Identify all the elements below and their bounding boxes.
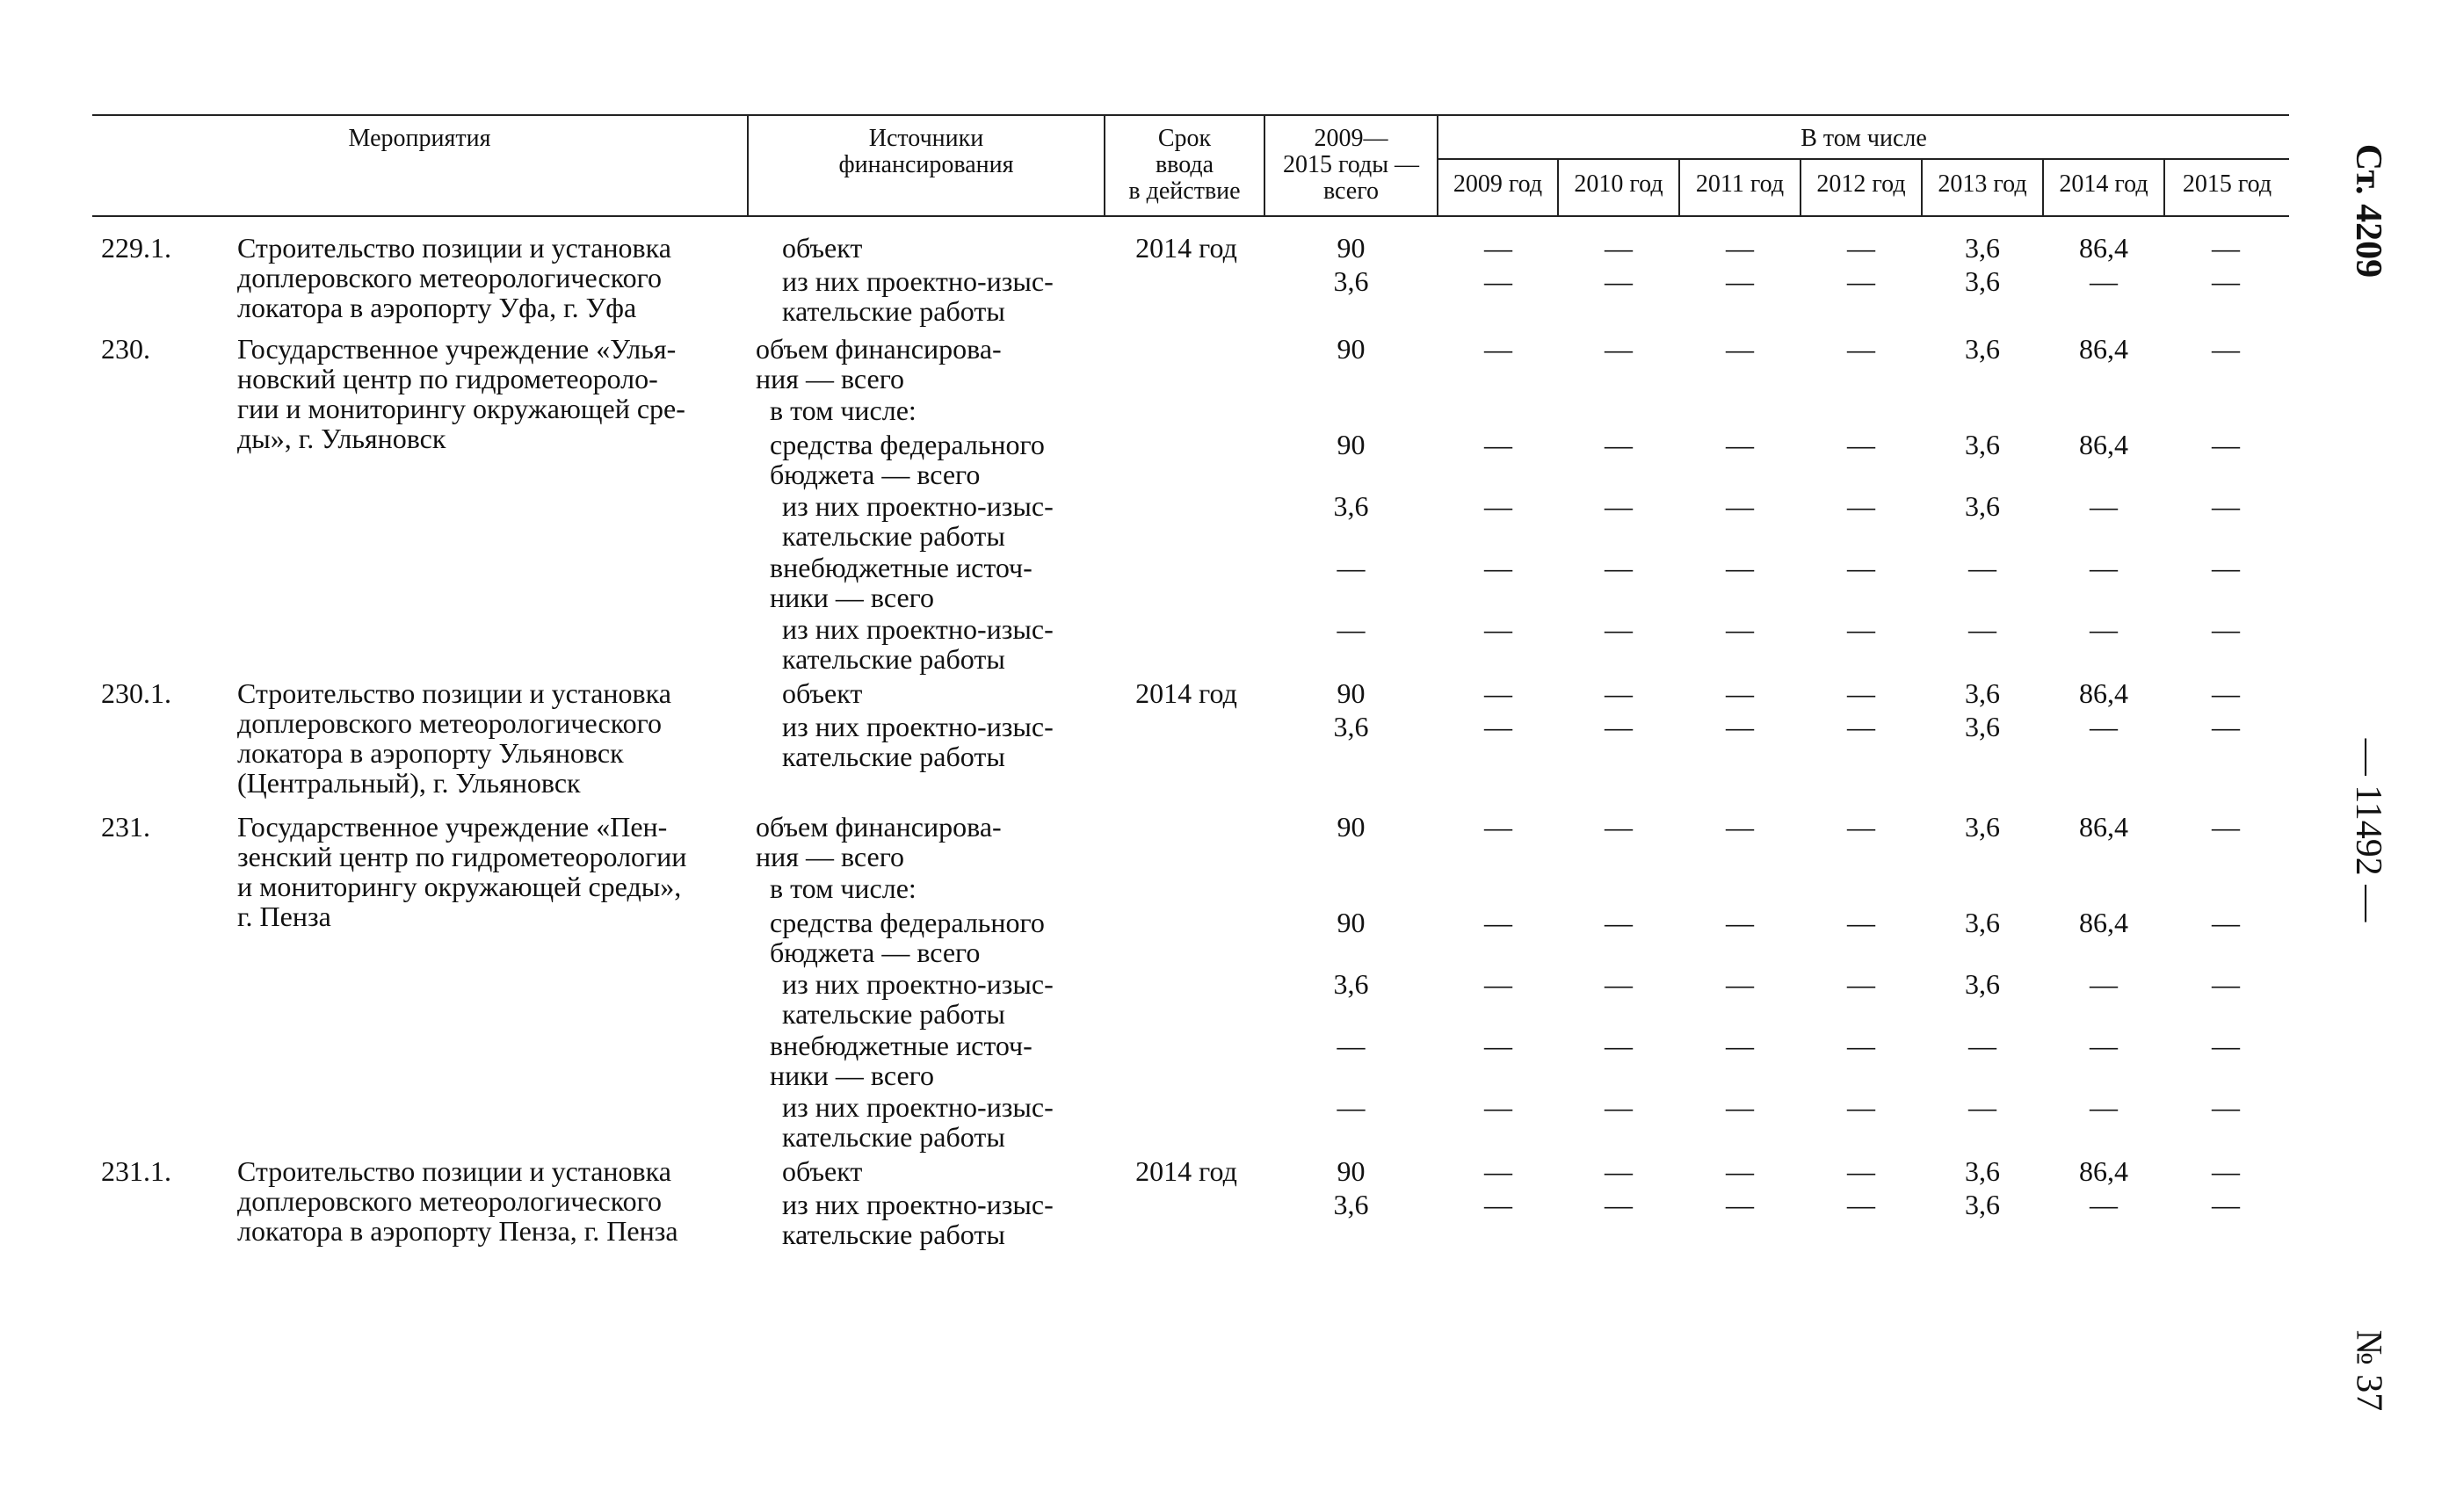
- year-value: —: [2212, 490, 2240, 522]
- year-value: 86,4: [2079, 811, 2128, 843]
- funding-source: объект: [782, 1155, 863, 1187]
- measure-description: Государственное учреждение «Улья- новский центр по гидрометеороло- гии и мониторингу окружающей сре- ды», г. Ульяновск: [237, 333, 685, 454]
- year-value: —: [1847, 968, 1875, 1000]
- year-value: —: [1847, 1091, 1875, 1123]
- year-value: —: [1484, 1189, 1512, 1220]
- year-value: —: [1726, 811, 1754, 843]
- year-value: —: [2212, 265, 2240, 297]
- year-value: —: [1605, 711, 1633, 742]
- year-value: —: [2090, 265, 2118, 297]
- total-value: 90: [1337, 811, 1366, 843]
- funding-source: из них проектно-изыс- кательские работы: [782, 711, 1054, 772]
- year-value: —: [1726, 1091, 1754, 1123]
- header-year: 2014 год: [2059, 170, 2148, 198]
- funding-source: объем финансирова- ния — всего: [756, 811, 1002, 872]
- funding-source: из них проектно-изыс- кательские работы: [782, 613, 1054, 675]
- year-value: 86,4: [2079, 232, 2128, 264]
- year-value: —: [1605, 265, 1633, 297]
- side-issue: [2320, 1322, 2416, 1419]
- funding-source: объект: [782, 677, 863, 709]
- year-value: —: [1726, 232, 1754, 264]
- total-value: —: [1337, 1030, 1366, 1061]
- measure-description: Строительство позиции и установка доплеровского метеорологического локатора в аэропорту Пенза, г. Пенза: [237, 1155, 678, 1247]
- year-value: —: [1484, 1091, 1512, 1123]
- year-value: 86,4: [2079, 1155, 2128, 1187]
- funding-source: средства федерального бюджета — всего: [770, 429, 1045, 490]
- year-value: —: [1605, 552, 1633, 583]
- year-value: —: [2212, 429, 2240, 460]
- year-value: —: [1605, 907, 1633, 938]
- year-value: —: [1484, 1155, 1512, 1187]
- year-value: 86,4: [2079, 677, 2128, 709]
- year-value: —: [1847, 1030, 1875, 1061]
- year-value: —: [1726, 552, 1754, 583]
- header-including: В том числе: [1801, 125, 1927, 152]
- total-value: 90: [1337, 907, 1366, 938]
- year-value: —: [1847, 552, 1875, 583]
- funding-source: из них проектно-изыс- кательские работы: [782, 265, 1054, 327]
- year-value: 3,6: [1965, 333, 2000, 365]
- years-subheader-rule: [1437, 158, 2289, 160]
- total-value: 90: [1337, 677, 1366, 709]
- side-article: [2320, 143, 2416, 279]
- year-value: —: [1847, 429, 1875, 460]
- header-measures: Мероприятия: [348, 125, 491, 152]
- year-value: —: [1484, 677, 1512, 709]
- header-total: 2009— 2015 годы — всего: [1282, 125, 1420, 205]
- year-value: —: [1847, 811, 1875, 843]
- year-value: —: [2090, 968, 2118, 1000]
- year-value: —: [2212, 1091, 2240, 1123]
- year-value: —: [1484, 490, 1512, 522]
- year-value: —: [1726, 333, 1754, 365]
- year-value: —: [1484, 265, 1512, 297]
- year-value: —: [1605, 1189, 1633, 1220]
- year-value: —: [1484, 968, 1512, 1000]
- year-value: —: [1605, 677, 1633, 709]
- page-number: — 11492 —: [2348, 738, 2389, 922]
- year-value: —: [2212, 1189, 2240, 1220]
- year-value: —: [2090, 711, 2118, 742]
- row-number: 230.: [101, 333, 150, 365]
- total-value: —: [1337, 1091, 1366, 1123]
- header-year: 2015 год: [2182, 170, 2272, 198]
- year-value: —: [2212, 677, 2240, 709]
- year-value: —: [2090, 490, 2118, 522]
- year-value: 3,6: [1965, 711, 2000, 742]
- year-value: —: [1484, 711, 1512, 742]
- year-value: —: [2090, 613, 2118, 645]
- funding-source: внебюджетные источ- ники — всего: [770, 552, 1032, 613]
- year-value: —: [1484, 811, 1512, 843]
- total-value: 3,6: [1333, 265, 1369, 297]
- funding-source: из них проектно-изыс- кательские работы: [782, 490, 1054, 552]
- year-value: —: [1968, 613, 1996, 645]
- year-value: —: [1847, 490, 1875, 522]
- commissioning-term: 2014 год: [1135, 1155, 1237, 1187]
- header-year: 2009 год: [1453, 170, 1543, 198]
- total-value: 3,6: [1333, 490, 1369, 522]
- funding-source: из них проектно-изыс- кательские работы: [782, 1091, 1054, 1153]
- year-value: —: [1726, 490, 1754, 522]
- year-value: —: [1605, 968, 1633, 1000]
- year-value: —: [1484, 429, 1512, 460]
- year-value: —: [1968, 1091, 1996, 1123]
- commissioning-term: 2014 год: [1135, 677, 1237, 709]
- year-value: —: [1484, 333, 1512, 365]
- funding-source: в том числе:: [770, 872, 917, 904]
- year-value: —: [1968, 1030, 1996, 1061]
- year-value: 86,4: [2079, 333, 2128, 365]
- total-value: 90: [1337, 429, 1366, 460]
- year-value: —: [1605, 333, 1633, 365]
- year-value: —: [1726, 429, 1754, 460]
- year-value: —: [2090, 1030, 2118, 1061]
- total-value: —: [1337, 552, 1366, 583]
- year-value: —: [1847, 677, 1875, 709]
- year-value: 3,6: [1965, 429, 2000, 460]
- funding-source: объект: [782, 232, 863, 264]
- year-value: —: [1726, 968, 1754, 1000]
- row-number: 231.1.: [101, 1155, 171, 1187]
- year-value: 86,4: [2079, 907, 2128, 938]
- year-value: —: [2212, 968, 2240, 1000]
- total-value: —: [1337, 613, 1366, 645]
- year-value: —: [1726, 1155, 1754, 1187]
- side-page-number: [2320, 738, 2416, 922]
- header-year: 2010 год: [1574, 170, 1663, 198]
- header-year: 2011 год: [1695, 170, 1785, 198]
- year-value: —: [1484, 907, 1512, 938]
- year-value: —: [2212, 333, 2240, 365]
- total-value: 90: [1337, 333, 1366, 365]
- funding-source: из них проектно-изыс- кательские работы: [782, 1189, 1054, 1250]
- year-value: —: [1847, 613, 1875, 645]
- year-value: —: [2090, 1091, 2118, 1123]
- header-year: 2012 год: [1816, 170, 1906, 198]
- total-value: 3,6: [1333, 1189, 1369, 1220]
- year-value: —: [2212, 907, 2240, 938]
- year-value: —: [1847, 1189, 1875, 1220]
- commissioning-term: 2014 год: [1135, 232, 1237, 264]
- table-top-rule: [92, 114, 2289, 116]
- row-number: 229.1.: [101, 232, 171, 264]
- year-value: 3,6: [1965, 811, 2000, 843]
- year-value: —: [1847, 265, 1875, 297]
- year-value: 3,6: [1965, 1155, 2000, 1187]
- year-value: —: [1605, 1091, 1633, 1123]
- row-number: 231.: [101, 811, 150, 843]
- year-value: —: [1605, 429, 1633, 460]
- year-value: —: [2090, 552, 2118, 583]
- year-value: —: [1605, 490, 1633, 522]
- year-value: —: [1605, 232, 1633, 264]
- funding-source: средства федерального бюджета — всего: [770, 907, 1045, 968]
- year-value: —: [1847, 232, 1875, 264]
- total-value: 3,6: [1333, 711, 1369, 742]
- year-value: —: [1605, 1155, 1633, 1187]
- year-value: 3,6: [1965, 490, 2000, 522]
- year-value: —: [2212, 811, 2240, 843]
- year-value: 86,4: [2079, 429, 2128, 460]
- year-value: —: [2212, 552, 2240, 583]
- year-value: —: [1726, 1189, 1754, 1220]
- year-value: —: [1847, 1155, 1875, 1187]
- year-value: —: [1726, 711, 1754, 742]
- year-value: 3,6: [1965, 907, 2000, 938]
- year-value: —: [2212, 613, 2240, 645]
- year-value: 3,6: [1965, 968, 2000, 1000]
- year-value: 3,6: [1965, 265, 2000, 297]
- header-term: Срок ввода в действие: [1128, 125, 1241, 205]
- year-value: 3,6: [1965, 232, 2000, 264]
- total-value: 90: [1337, 1155, 1366, 1187]
- header-year: 2013 год: [1938, 170, 2027, 198]
- year-value: —: [1847, 907, 1875, 938]
- year-value: —: [1726, 265, 1754, 297]
- year-value: —: [1726, 1030, 1754, 1061]
- measure-description: Строительство позиции и установка доплеровского метеорологического локатора в аэропорту Ульяновск (Центральный), г. Ульяновск: [237, 677, 671, 799]
- year-value: —: [1726, 677, 1754, 709]
- year-value: —: [1484, 232, 1512, 264]
- issue-number: № 37: [2347, 1329, 2388, 1412]
- year-value: —: [1605, 811, 1633, 843]
- year-value: —: [2212, 711, 2240, 742]
- total-value: 3,6: [1333, 968, 1369, 1000]
- year-value: —: [1605, 1030, 1633, 1061]
- year-value: —: [2212, 1155, 2240, 1187]
- year-value: —: [1605, 613, 1633, 645]
- year-value: —: [1726, 907, 1754, 938]
- year-value: —: [1484, 613, 1512, 645]
- funding-source: объем финансирова- ния — всего: [756, 333, 1002, 394]
- year-value: —: [2090, 1189, 2118, 1220]
- funding-source: из них проектно-изыс- кательские работы: [782, 968, 1054, 1030]
- row-number: 230.1.: [101, 677, 171, 709]
- year-value: —: [2212, 1030, 2240, 1061]
- measure-description: Строительство позиции и установка доплеровского метеорологического локатора в аэропорту Уфа, г. Уфа: [237, 232, 671, 323]
- year-value: —: [1484, 552, 1512, 583]
- funding-source: в том числе:: [770, 394, 917, 426]
- funding-source: внебюджетные источ- ники — всего: [770, 1030, 1032, 1091]
- year-value: —: [1726, 613, 1754, 645]
- article-number: Ст. 4209: [2348, 143, 2388, 279]
- measure-description: Государственное учреждение «Пен- зенский центр по гидрометеорологии и мониторингу окружающей среды», г. Пенза: [237, 811, 687, 932]
- total-value: 90: [1337, 232, 1366, 264]
- table-header-bottom-rule: [92, 215, 2289, 217]
- year-value: 3,6: [1965, 1189, 2000, 1220]
- year-value: —: [1847, 711, 1875, 742]
- year-value: —: [1847, 333, 1875, 365]
- year-value: —: [1968, 552, 1996, 583]
- year-value: 3,6: [1965, 677, 2000, 709]
- year-value: —: [1484, 1030, 1512, 1061]
- header-sources: Источники финансирования: [838, 125, 1014, 178]
- year-value: —: [2212, 232, 2240, 264]
